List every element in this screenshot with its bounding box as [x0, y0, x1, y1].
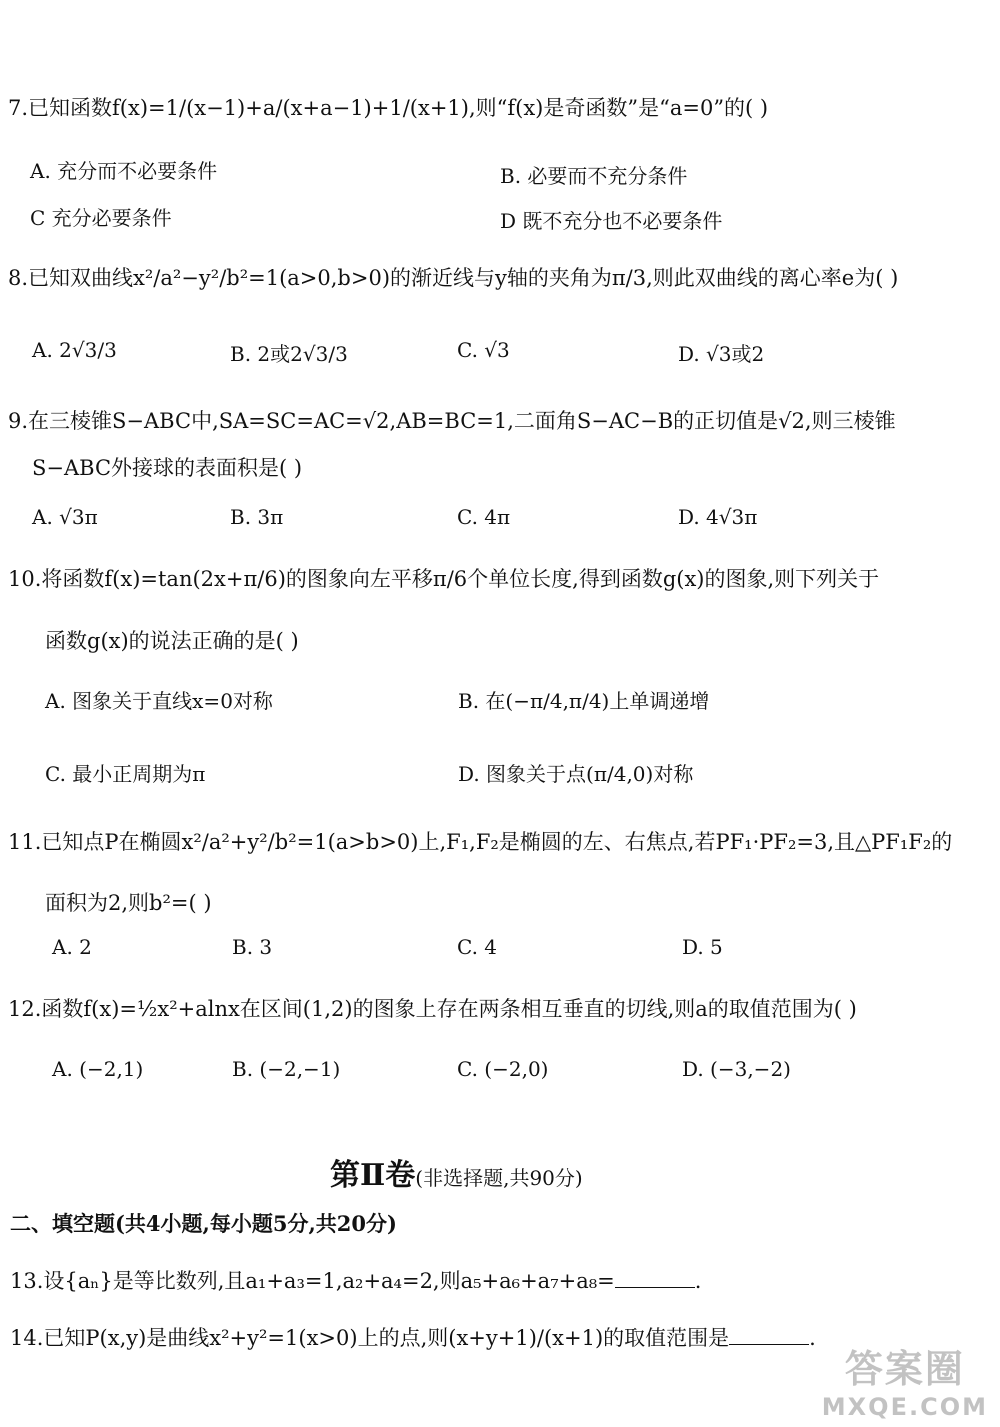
q9-stem-line1: 9.在三棱锥S−ABC中,SA=SC=AC=√2,AB=BC=1,二面角S−AC−B的正切值是√2,则三棱锥 [8, 409, 896, 433]
q11-stem-line1: 11.已知点P在椭圆x²/a²+y²/b²=1(a>b>0)上,F₁,F₂是椭圆的左、右焦点,若PF₁·PF₂=3,且△PF₁F₂的 [8, 830, 953, 854]
q9-stem-line2: S−ABC外接球的表面积是( ) [32, 456, 303, 480]
q9-option-a: A. √3π [32, 505, 98, 529]
q14-line [10, 1322, 816, 1352]
q8-stem: 8.已知双曲线x²/a²−y²/b²=1(a>0,b>0)的渐近线与y轴的夹角为π/3,则此双曲线的离心率e为( ) [8, 266, 899, 290]
q14-stem: 14.已知P(x,y)是曲线x²+y²=1(x>0)上的点,则(x+y+1)/(x+1)的取值范围是 [10, 1326, 730, 1350]
q11-option-b: B. 3 [232, 935, 273, 959]
q7-option-c: C 充分必要条件 [30, 206, 172, 230]
q9-option-b: B. 3π [230, 505, 284, 529]
q9-option-c: C. 4π [457, 505, 511, 529]
q13-answer-blank [615, 1269, 695, 1288]
q10-option-c: C. 最小正周期为π [45, 762, 206, 786]
watermark-logo [822, 1338, 988, 1421]
section-subtitle: (非选择题,共90分) [415, 1166, 583, 1190]
q7-option-b: B. 必要而不充分条件 [500, 164, 688, 188]
section-title [330, 1150, 583, 1194]
q11-option-a: A. 2 [52, 935, 92, 959]
q12-option-b: B. (−2,−1) [232, 1057, 341, 1081]
q10-stem-line1: 10.将函数f(x)=tan(2x+π/6)的图象向左平移π/6个单位长度,得到函数g(x)的图象,则下列关于 [8, 567, 880, 591]
q9-option-d: D. 4√3π [678, 505, 758, 529]
q8-option-a: A. 2√3/3 [32, 338, 117, 362]
q8-option-d: D. √3或2 [678, 342, 765, 366]
q10-option-b: B. 在(−π/4,π/4)上单调递增 [458, 689, 710, 713]
q10-stem-line2: 函数g(x)的说法正确的是( ) [45, 629, 299, 653]
q14-answer-blank [729, 1326, 809, 1345]
q12-option-c: C. (−2,0) [457, 1057, 549, 1081]
q7-option-d: D 既不充分也不必要条件 [500, 209, 723, 233]
q10-option-d: D. 图象关于点(π/4,0)对称 [458, 762, 694, 786]
section-title-main: 第Ⅱ卷 [330, 1158, 416, 1193]
watermark-top: 答案圈 [844, 1347, 965, 1391]
q7-option-a: A. 充分而不必要条件 [30, 159, 218, 183]
q13-line [10, 1265, 701, 1295]
q14-end: . [809, 1326, 816, 1350]
q13-stem: 13.设{aₙ}是等比数列,且a₁+a₃=1,a₂+a₄=2,则a₅+a₆+a₇+a₈= [10, 1269, 615, 1293]
q8-option-b: B. 2或2√3/3 [230, 342, 348, 366]
q12-stem: 12.函数f(x)=½x²+alnx在区间(1,2)的图象上存在两条相互垂直的切线,则a的取值范围为( ) [8, 997, 857, 1021]
watermark-bottom: MXQE.COM [821, 1393, 988, 1421]
q11-option-d: D. 5 [682, 935, 723, 959]
q13-end: . [694, 1269, 702, 1293]
section-heading: 二、填空题(共4小题,每小题5分,共20分) [10, 1211, 397, 1236]
q8-option-c: C. √3 [457, 338, 510, 362]
q11-option-c: C. 4 [457, 935, 498, 959]
q7-stem: 7.已知函数f(x)=1/(x−1)+a/(x+a−1)+1/(x+1),则“f(x)是奇函数”是“a=0”的( ) [8, 96, 769, 120]
q12-option-d: D. (−3,−2) [682, 1057, 791, 1081]
q10-option-a: A. 图象关于直线x=0对称 [45, 689, 273, 713]
q11-stem-line2: 面积为2,则b²=( ) [45, 891, 212, 915]
q12-option-a: A. (−2,1) [52, 1057, 144, 1081]
